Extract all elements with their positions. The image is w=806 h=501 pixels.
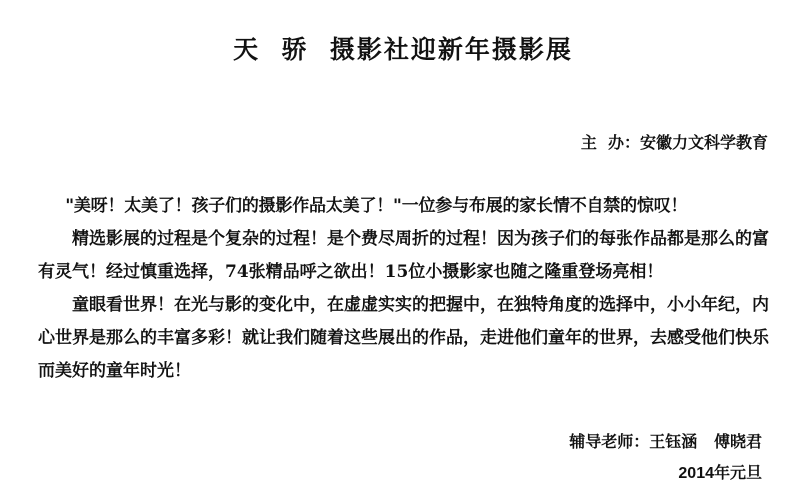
article-body (38, 190, 780, 388)
paragraph-child-eyes: 童眼看世界！在光与影的变化中，在虚虚实实的把握中，在独特角度的选择中，小小年纪，内心世界是那么的丰富多彩！就让我们随着这些展出的作品，走进他们童年的世界，去感受他们快乐而美好的童年时光！ (38, 295, 769, 381)
organizer-line: 主 办：安徽力文科学教育 (580, 133, 768, 152)
page-title: 天 骄 摄影社迎新年摄影展 (233, 35, 573, 64)
paragraph-quote: "美呀！太美了！孩子们的摄影作品太美了！"一位参与布展的家长情不自禁的惊叹！ (65, 196, 688, 216)
date-line: 2014年元旦 (678, 465, 762, 482)
paragraph-selection: 精选影展的过程是个复杂的过程！是个费尽周折的过程！因为孩子们的每张作品都是那么的富有灵气！经过慎重选择，74张精品呼之欲出！15位小摄影家也随之隆重登场亮相！ (38, 229, 769, 282)
tutors-line: 辅导老师：王钰涵 傅晓君 (569, 432, 762, 451)
